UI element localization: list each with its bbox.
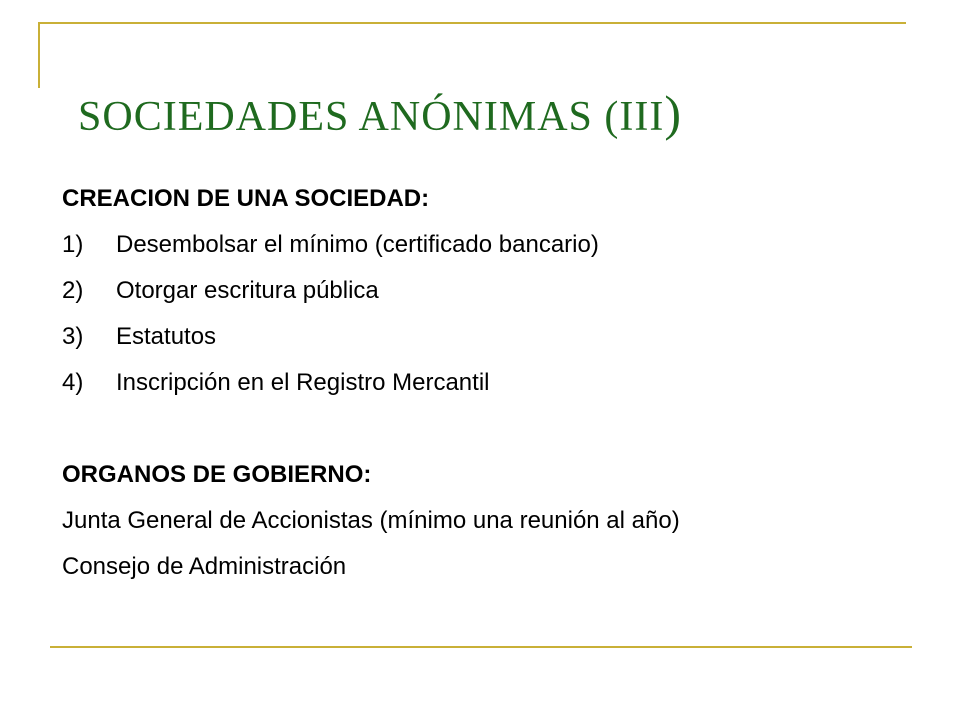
creation-step xyxy=(62,360,922,406)
slide-title-close-paren: ) xyxy=(664,85,682,141)
creation-step xyxy=(62,222,922,268)
governance-item: Consejo de Administración xyxy=(62,553,347,580)
step-text: Otorgar escritura pública xyxy=(116,277,379,304)
step-number: 3) xyxy=(62,323,84,350)
step-number: 2) xyxy=(62,277,84,304)
slide-title-text: SOCIEDADES ANÓNIMAS (III xyxy=(78,94,665,140)
governance-heading: ORGANOS DE GOBIERNO: xyxy=(62,461,372,488)
creation-heading: CREACION DE UNA SOCIEDAD: xyxy=(62,185,430,212)
step-number: 1) xyxy=(62,231,84,258)
section-spacer xyxy=(62,406,922,452)
step-text: Inscripción en el Registro Mercantil xyxy=(116,369,490,396)
left-rule xyxy=(38,22,40,88)
slide-title xyxy=(78,84,682,142)
bottom-rule xyxy=(50,646,912,648)
creation-step xyxy=(62,268,922,314)
step-number: 4) xyxy=(62,369,84,396)
step-text: Estatutos xyxy=(116,323,217,350)
governance-item: Junta General de Accionistas (mínimo una reunión al año) xyxy=(62,507,680,534)
creation-step xyxy=(62,314,922,360)
slide-body xyxy=(62,176,922,590)
top-rule xyxy=(40,22,906,24)
step-text: Desembolsar el mínimo (certificado bancario) xyxy=(116,231,599,258)
